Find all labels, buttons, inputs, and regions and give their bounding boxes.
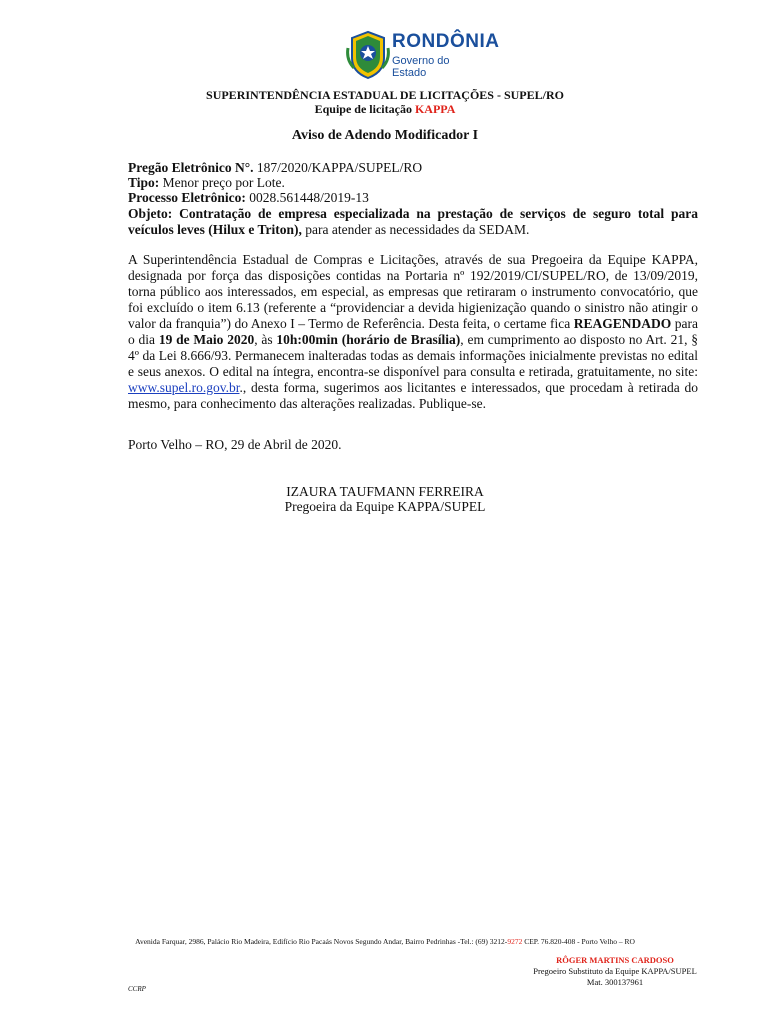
document-title: Aviso de Adendo Modificador I bbox=[291, 128, 479, 143]
processo-label: Processo Eletrônico: bbox=[128, 190, 246, 205]
signer-role: Pregoeira da Equipe KAPPA/SUPEL bbox=[284, 499, 486, 514]
pregao-value: 187/2020/KAPPA/SUPEL/RO bbox=[253, 160, 423, 175]
pregao-field bbox=[128, 160, 422, 176]
agency-header: SUPERINTENDÊNCIA ESTADUAL DE LICITAÇÕES - SUPEL/RO bbox=[206, 88, 564, 102]
pregao-label: Pregão Eletrônico N°. bbox=[128, 160, 254, 175]
footer-signer-mat: Mat. 300137961 bbox=[586, 977, 644, 987]
new-time: 10h:00min (horário de Brasília) bbox=[276, 332, 461, 347]
body-text-2: para o dia bbox=[128, 316, 698, 347]
team-header-prefix: Equipe de licitação bbox=[314, 102, 415, 116]
footer-initials: CCRP bbox=[128, 985, 146, 993]
tipo-label: Tipo: bbox=[128, 175, 160, 190]
supel-site-link[interactable]: www.supel.ro.gov.br bbox=[128, 380, 240, 395]
footer-signer-name: RÔGER MARTINS CARDOSO bbox=[556, 955, 674, 965]
notice-paragraph bbox=[128, 252, 698, 412]
body-text-5: ., desta forma, sugerimos aos licitantes e interessados, que procedam à retirada do mesmo, para conhecimento das alterações realizadas. Publique-se. bbox=[128, 380, 698, 411]
body-text-3: , às bbox=[254, 332, 277, 347]
place-date: Porto Velho – RO, 29 de Abril de 2020. bbox=[128, 437, 342, 452]
reagendado-text: REAGENDADO bbox=[573, 316, 672, 331]
footer-address bbox=[0, 937, 770, 946]
objeto-label: Objeto: Contratação de empresa especializada na prestação de serviços de seguro total para veículos leves (Hilux e Triton), bbox=[128, 206, 698, 237]
processo-value: 0028.561448/2019-13 bbox=[245, 190, 369, 205]
state-logo bbox=[346, 28, 500, 82]
footer-signer-role: Pregoeiro Substituto da Equipe KAPPA/SUPEL bbox=[533, 966, 697, 976]
team-name: KAPPA bbox=[414, 102, 456, 116]
signer-name: IZAURA TAUFMANN FERREIRA bbox=[286, 484, 484, 499]
footer-address-a: Avenida Farquar, 2986, Palácio Rio Madeira, Edifício Rio Pacaás Novos Segundo Andar, Bairro Pedrinhas -Tel.: (69) 3212- bbox=[135, 937, 508, 946]
logo-name: RONDÔNIA bbox=[392, 31, 500, 52]
objeto-value: para atender as necessidades da SEDAM. bbox=[301, 222, 530, 237]
tipo-field bbox=[128, 175, 285, 191]
objeto-field bbox=[128, 206, 698, 238]
tipo-value: Menor preço por Lote. bbox=[159, 175, 285, 190]
new-date: 19 de Maio 2020 bbox=[158, 332, 255, 347]
footer-extension: 9272 bbox=[507, 937, 523, 946]
coat-of-arms-icon bbox=[346, 28, 390, 80]
logo-subtitle: Governo do Estado bbox=[392, 55, 450, 79]
team-header bbox=[0, 102, 770, 117]
footer-address-b: CEP. 76.820-408 - Porto Velho – RO bbox=[522, 937, 635, 946]
body-text-4: , em cumprimento ao disposto no Art. 21, § 4º da Lei 8.666/93. Permanecem inalteradas todas as demais informações inicialmente previstas no edital e seus anexos. O edital na íntegra, encontra-se disponível para consulta e retirada, gratuitamente, no site: bbox=[128, 332, 698, 379]
processo-field bbox=[128, 190, 369, 206]
body-text-1: A Superintendência Estadual de Compras e Licitações, através de sua Pregoeira da Equipe KAPPA, designada por força das disposições contidas na Portaria nº 192/2019/CI/SUPEL/RO, de 13/09/2019, torna público aos interessados, em especial, as empresas que retiraram o instrumento convocatório, que foi excluído o item 6.13 (referente a “providenciar a devida higienização quando o sinistro não atingir o valor da franquia”) do Anexo I – Termo de Referência. Desta feita, o certame fica bbox=[128, 252, 698, 331]
